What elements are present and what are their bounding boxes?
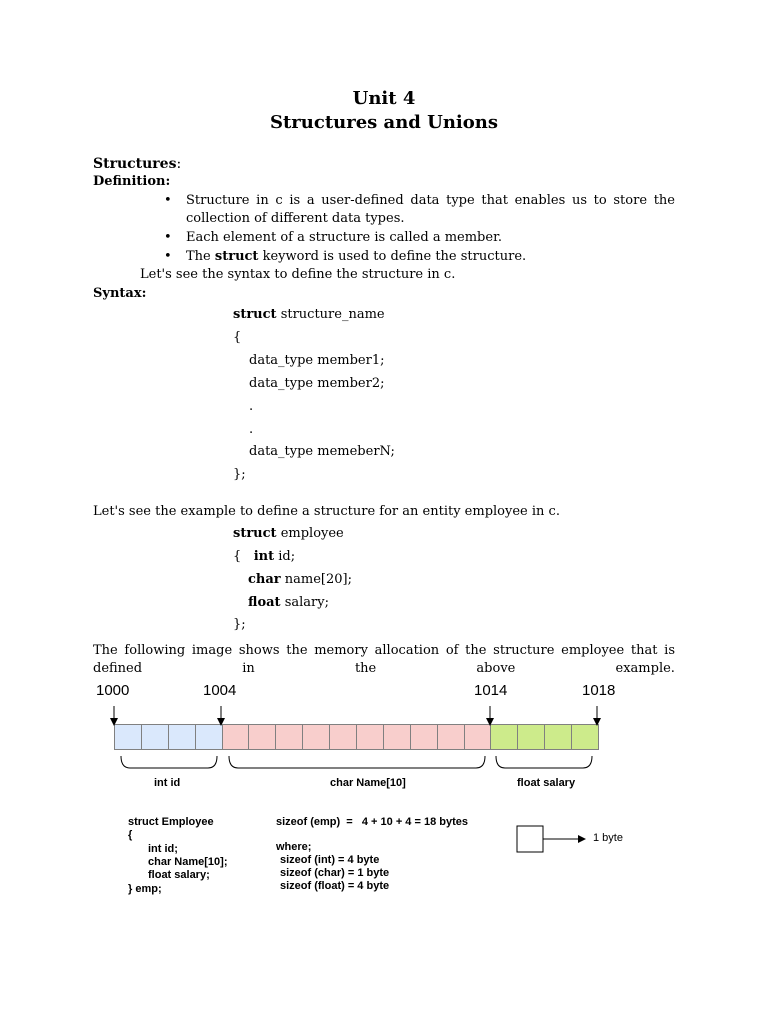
structures-heading: Structures: bbox=[93, 156, 182, 172]
sizeof-float: sizeof (float) = 4 byte bbox=[280, 880, 390, 892]
address-1014: 1014 bbox=[474, 682, 508, 699]
example-code-int: { int id; bbox=[233, 549, 296, 564]
address-1018: 1018 bbox=[582, 682, 616, 699]
definition-label: Definition: bbox=[93, 174, 171, 189]
page-title: Structures and Unions bbox=[269, 112, 499, 133]
bullet-1-line-2: collection of different data types. bbox=[186, 211, 405, 226]
syntax-intro: Let's see the syntax to define the structure in c. bbox=[140, 267, 456, 282]
bullet-3: • The struct keyword is used to define the structure. bbox=[186, 248, 526, 266]
address-1004: 1004 bbox=[203, 682, 237, 699]
syntax-code-memberN: data_type memeberN; bbox=[249, 444, 395, 459]
label-float-salary: float salary bbox=[517, 777, 576, 789]
brace-int bbox=[121, 756, 217, 768]
example-intro: Let's see the example to define a structure for an entity employee in c. bbox=[93, 504, 560, 519]
memory-text-line1: The following image shows the memory allocation of the structure employee that is bbox=[93, 643, 675, 658]
bullet-1-line-1: • Structure in c is a user-defined data type that enables us to store the bbox=[186, 192, 675, 210]
syntax-code-close: }; bbox=[233, 467, 246, 482]
address-1000: 1000 bbox=[96, 682, 130, 699]
diagram-code-line-5: float salary; bbox=[148, 869, 210, 881]
legend-label: 1 byte bbox=[593, 832, 623, 844]
bullet-2: • Each element of a structure is called a member. bbox=[186, 229, 502, 247]
label-int-id: int id bbox=[154, 777, 181, 789]
syntax-label: Syntax: bbox=[93, 286, 147, 301]
syntax-code-dot2: . bbox=[249, 422, 254, 437]
example-code-close: }; bbox=[233, 617, 246, 632]
diagram-code-line-3: int id; bbox=[148, 843, 178, 855]
syntax-code-member1: data_type member1; bbox=[249, 353, 385, 368]
sizeof-emp: sizeof (emp) = 4 + 10 + 4 = 18 bytes bbox=[276, 816, 468, 828]
brace-float bbox=[496, 756, 592, 768]
syntax-code-open: { bbox=[233, 330, 242, 345]
syntax-code-struct: struct structure_name bbox=[233, 307, 385, 322]
diagram-code-line-4: char Name[10]; bbox=[148, 856, 228, 868]
example-code-char: char name[20]; bbox=[248, 572, 352, 587]
memory-text-line2: defined in the above example. bbox=[93, 661, 675, 676]
diagram-code-line-1: struct Employee bbox=[128, 816, 214, 828]
syntax-code-dot1: . bbox=[249, 399, 254, 414]
where-label: where; bbox=[276, 841, 312, 853]
label-char-name: char Name[10] bbox=[330, 777, 406, 789]
unit-heading: Unit 4 bbox=[352, 88, 416, 109]
brace-char bbox=[229, 756, 485, 768]
diagram-code-line-2: { bbox=[128, 829, 133, 841]
diagram-code-line-6: } emp; bbox=[128, 883, 162, 895]
sizeof-int: sizeof (int) = 4 byte bbox=[280, 854, 380, 866]
example-code-struct: struct employee bbox=[233, 526, 344, 541]
sizeof-char: sizeof (char) = 1 byte bbox=[280, 867, 390, 879]
syntax-code-member2: data_type member2; bbox=[249, 376, 385, 391]
example-code-float: float salary; bbox=[248, 595, 329, 610]
legend-box bbox=[517, 826, 543, 852]
